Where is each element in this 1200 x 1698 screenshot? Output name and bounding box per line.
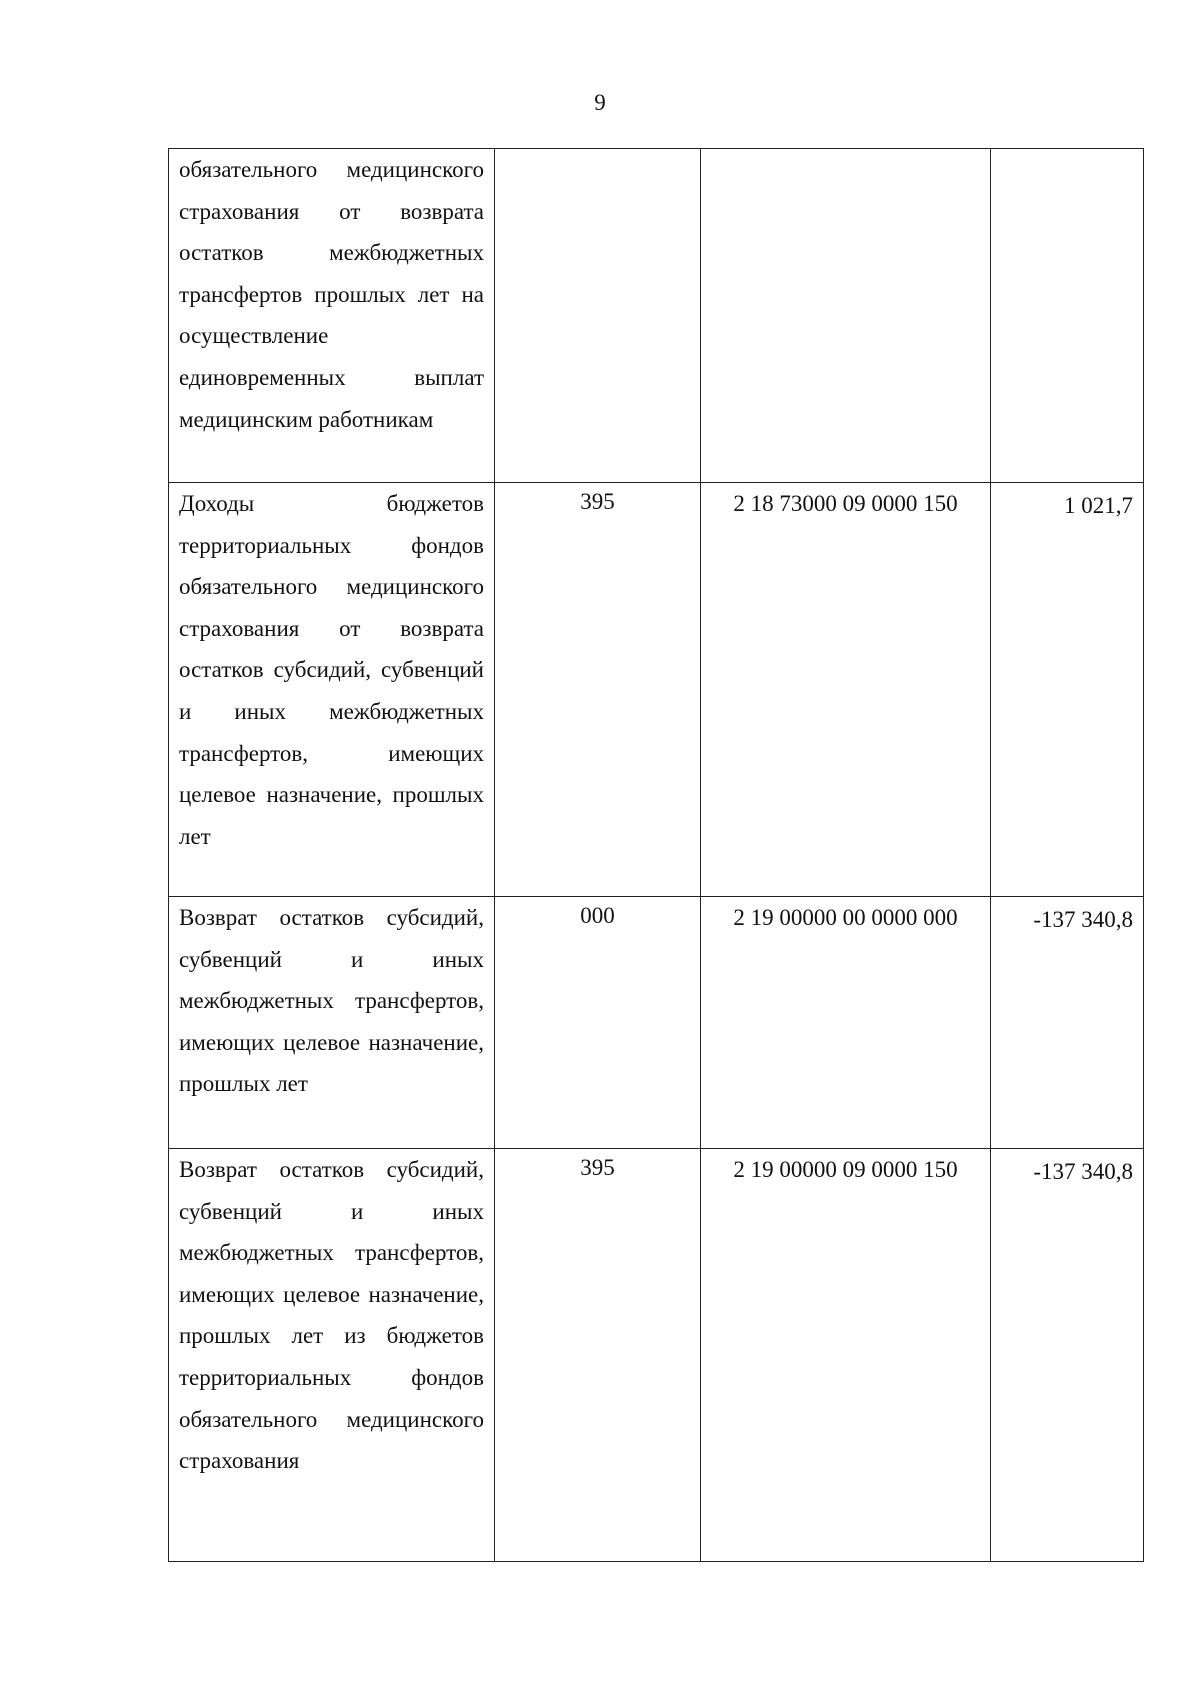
admin-code-cell	[495, 1149, 701, 1562]
classification-code-cell	[701, 149, 991, 483]
classification-code: 2 19 00000 09 0000 150	[733, 1157, 958, 1182]
admin-code-cell	[495, 149, 701, 483]
classification-code: 2 18 73000 09 0000 150	[733, 491, 958, 516]
amount-cell	[991, 1149, 1144, 1562]
amount-cell	[991, 483, 1144, 897]
amount	[991, 149, 1143, 157]
revenue-name: Возврат остатков субсидий, субвенций и иных межбюджетных трансфертов, имеющих целевое назначение, прошлых лет	[179, 905, 484, 1097]
revenue-name-cell	[169, 149, 495, 483]
table-row	[169, 897, 1144, 1149]
amount: -137 340,8	[1033, 907, 1133, 932]
admin-code: 395	[580, 489, 615, 514]
classification-code-cell	[701, 1149, 991, 1562]
table-row	[169, 149, 1144, 483]
table-row	[169, 1149, 1144, 1562]
page-number: 9	[594, 90, 606, 115]
amount-cell	[991, 897, 1144, 1149]
revenue-name: Возврат остатков субсидий, субвенций и иных межбюджетных трансфертов, имеющих целевое назначение, прошлых лет из бюджетов территориальных фондов обязательного медицинского страхования	[179, 1157, 484, 1474]
revenue-name-cell	[169, 897, 495, 1149]
classification-code: 2 19 00000 00 0000 000	[733, 905, 958, 930]
amount-cell	[991, 149, 1144, 483]
classification-code-cell	[701, 483, 991, 897]
admin-code-cell	[495, 897, 701, 1149]
table-row	[169, 483, 1144, 897]
revenue-name-cell	[169, 1149, 495, 1562]
revenue-name: обязательного медицинского страхования от возврата остатков межбюджетных трансфертов прошлых лет на осуществление единовременных выплат медицинским работникам	[179, 157, 484, 432]
budget-revenue-table	[168, 148, 1144, 1562]
amount: 1 021,7	[1064, 493, 1133, 518]
admin-code-cell	[495, 483, 701, 897]
amount: -137 340,8	[1033, 1159, 1133, 1184]
admin-code: 000	[580, 903, 615, 928]
revenue-name-cell	[169, 483, 495, 897]
classification-code-cell	[701, 897, 991, 1149]
classification-code	[701, 149, 990, 155]
revenue-name: Доходы бюджетов территориальных фондов обязательного медицинского страхования от возврата остатков субсидий, субвенций и иных межбюджетных трансфертов, имеющих целевое назначение, прошлых лет	[179, 491, 484, 849]
admin-code	[495, 149, 700, 153]
admin-code: 395	[580, 1155, 615, 1180]
